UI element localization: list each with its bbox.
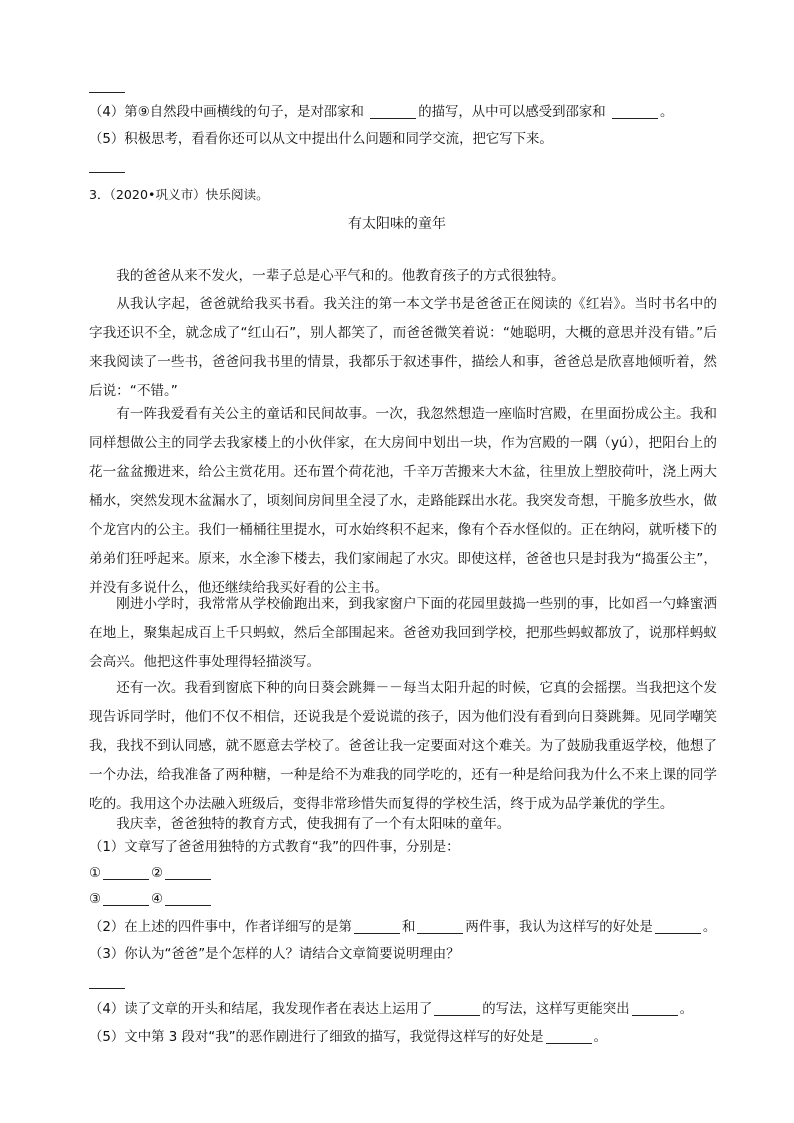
- answer-blank[interactable]: [417, 919, 463, 934]
- answer-blank[interactable]: [354, 919, 400, 934]
- answer-line: [89, 172, 125, 173]
- question-text: 。: [679, 1002, 693, 1017]
- answer-line: [89, 92, 125, 93]
- question-3-5: [89, 1028, 607, 1048]
- answer-blank[interactable]: [632, 1001, 678, 1016]
- question-text: 两件事，我认为这样写的好处是: [465, 920, 653, 935]
- circled-number: ②: [151, 866, 164, 881]
- article-paragraph-6: 我庆幸，爸爸独特的教育方式，使我拥有了一个有太阳味的童年。: [116, 816, 511, 832]
- answer-blank[interactable]: [165, 865, 211, 880]
- circled-number: ④: [151, 892, 164, 907]
- answer-blank[interactable]: [655, 919, 701, 934]
- question-text: 和: [401, 920, 416, 935]
- answer-blank[interactable]: [434, 1001, 480, 1016]
- prev-question-5: （5）积极思考，看看你还可以从文中提出什么问题和同学交流，把它写下来。: [89, 132, 553, 147]
- question-text: 的写法，这样写更能突出: [482, 1002, 630, 1017]
- article-paragraph-2: 从我认字起，爸爸就给我买书看。我关注的第一本文学书是爸爸正在阅读的《红岩》。当时书名中的字我还识不全，就念成了“红山石”，别人都笑了，而爸爸微笑着说：“她聪明，大概的意思并没有错。”后来我阅读了一些书，爸爸问我书里的情景，我都乐于叙述事件，描绘人和事，爸爸总是欣喜地倾听着，然后说：“不错。”: [89, 296, 717, 399]
- article-title: 有太阳味的童年: [348, 216, 446, 232]
- question-text: （5）文中第 3 段对“我”的恶作剧进行了细致的描写，我觉得这样写的好处是: [89, 1030, 544, 1045]
- question-text: （2）在上述的四件事中，作者详细写的是第: [89, 920, 352, 935]
- answer-blank[interactable]: [612, 104, 658, 119]
- question-text: 。: [659, 105, 674, 120]
- answer-blank[interactable]: [103, 865, 149, 880]
- article-paragraph-4: 刚进小学时，我常常从学校偷跑出来，到我家窗户下面的花园里鼓捣一些别的事，比如舀一勺蜂蜜洒在地上，聚集起成百上千只蚂蚁，然后全部围起来。爸爸劝我回到学校，把那些蚂蚁都放了，说那样蚂蚁会高兴。他把这件事处理得轻描淡写。: [89, 596, 717, 670]
- circled-number: ①: [89, 866, 102, 881]
- answer-row-1: [89, 864, 213, 884]
- question-text: 。: [702, 920, 717, 935]
- answer-blank[interactable]: [546, 1029, 592, 1044]
- article-paragraph-5: 还有一次。我看到窗底下种的向日葵会跳舞－－每当太阳升起的时候，它真的会摇摆。当我把这个发现告诉同学时，他们不仅不相信，还说我是个爱说谎的孩子，因为他们没有看到向日葵跳舞。见同学嘲笑我，我找不到认同感，就不愿意去学校了。爸爸让我一定要面对这个难关。为了鼓励我重返学校，他想了一个办法，给我准备了两种糖，一种是给不为难我的同学吃的，还有一种是给问我为什么不来上课的同学吃的。我用这个办法融入班级后，变得非常珍惜失而复得的学校生活，终于成为品学兼优的学生。: [89, 680, 717, 812]
- answer-row-2: [89, 890, 213, 910]
- answer-blank[interactable]: [370, 104, 416, 119]
- answer-blank[interactable]: [165, 891, 211, 906]
- question-3-header: 3．（2020•巩义市）快乐阅读。: [89, 187, 269, 202]
- question-text: 的描写，从中可以感受到邵家和: [418, 105, 610, 120]
- prev-question-4: [89, 103, 673, 123]
- question-3-1: （1）文章写了爸爸用独特的方式教育“我”的四件事，分别是：: [89, 840, 460, 855]
- question-3-3: （3）你认为“爸爸”是个怎样的人？请结合文章简要说明理由？: [89, 947, 460, 962]
- answer-blank[interactable]: [103, 891, 149, 906]
- question-3-4: [89, 1000, 693, 1020]
- answer-line: [89, 988, 125, 989]
- article-paragraph-3: 有一阵我爱看有关公主的童话和民间故事。一次，我忽然想造一座临时宫殿，在里面扮成公主。我和同样想做公主的同学去我家楼上的小伙伴家，在大房间中划出一块，作为宫殿的一隅（yú），把阳台上的花一盆盆搬进来，给公主赏花用。还布置个荷花池，千辛万苦搬来大木盆，往里放上塑胶荷叶，浇上两大桶水，突然发现木盆漏水了，顷刻间房间里全浸了水，走路能踩出水花。我突发奇想，干脆多放些水，做个龙宫内的公主。我们一桶桶往里提水，可水始终积不起来，像有个吞水怪似的。正在纳闷，就听楼下的弟弟们狂呼起来。原来，水全渗下楼去，我们家闹起了水灾。即使这样，爸爸也只是封我为“捣蛋公主”，并没有多说什么，他还继续给我买好看的公主书。: [89, 406, 717, 596]
- circled-number: ③: [89, 892, 102, 907]
- question-text: （4）读了文章的开头和结尾，我发现作者在表达上运用了: [89, 1002, 433, 1017]
- question-text: 。: [593, 1030, 607, 1045]
- question-3-2: [89, 918, 716, 938]
- question-text: （4）第⑨自然段中画横线的句子，是对邵家和: [89, 105, 369, 120]
- article-paragraph-1: 我的爸爸从来不发火，一辈子总是心平气和的。他教育孩子的方式很独特。: [116, 268, 565, 284]
